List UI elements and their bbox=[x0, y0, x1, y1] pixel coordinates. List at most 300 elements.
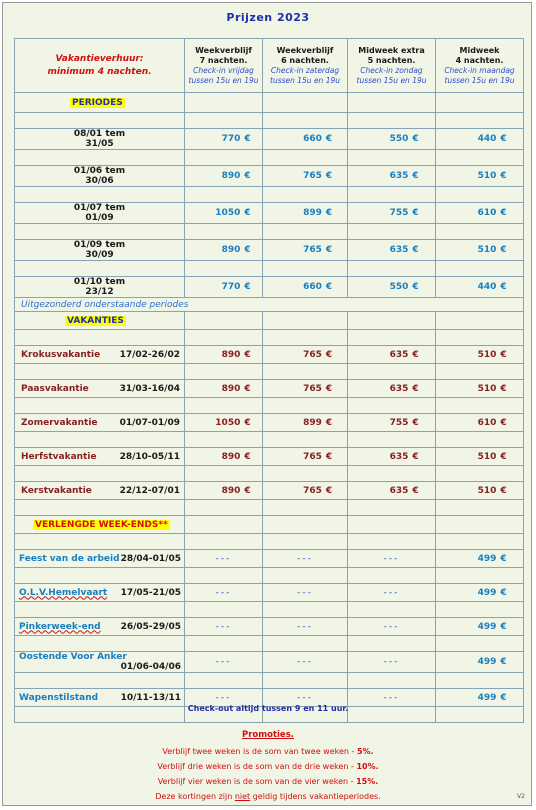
table-row bbox=[15, 277, 524, 298]
currency-symbol: € bbox=[500, 587, 507, 598]
table-cell bbox=[436, 261, 524, 277]
currency-symbol: € bbox=[244, 171, 251, 181]
price-value: 890 bbox=[221, 485, 241, 496]
table-cell bbox=[15, 602, 185, 618]
not-available-dash: --- bbox=[297, 657, 313, 667]
table-cell bbox=[263, 261, 348, 277]
table-cell bbox=[263, 568, 348, 584]
price-value: 510 bbox=[477, 171, 497, 181]
table-cell bbox=[348, 346, 436, 364]
table-row bbox=[15, 448, 524, 466]
column-title: Weekverblijf bbox=[195, 45, 252, 55]
table-row bbox=[15, 550, 524, 568]
table-cell bbox=[348, 150, 436, 166]
table-cell bbox=[436, 618, 524, 636]
table-cell bbox=[348, 93, 436, 113]
currency-symbol: € bbox=[412, 245, 419, 255]
table-cell bbox=[348, 414, 436, 432]
table-cell bbox=[348, 534, 436, 550]
table-cell bbox=[185, 466, 263, 482]
currency-symbol: € bbox=[325, 245, 333, 255]
table-row bbox=[15, 150, 524, 166]
period-sep: tem bbox=[105, 129, 126, 139]
price-value: 440 bbox=[477, 282, 497, 292]
table-cell bbox=[15, 224, 185, 240]
currency-symbol: € bbox=[244, 208, 251, 218]
table-cell bbox=[436, 466, 524, 482]
currency-symbol: € bbox=[500, 245, 507, 255]
period-from: 01/06 bbox=[73, 166, 103, 176]
table-cell bbox=[436, 129, 524, 150]
table-cell bbox=[436, 550, 524, 568]
period-to: 23/12 bbox=[85, 287, 114, 297]
table-cell bbox=[185, 39, 263, 93]
not-available-dash: --- bbox=[383, 657, 400, 667]
currency-symbol: € bbox=[500, 383, 507, 394]
table-cell bbox=[263, 414, 348, 432]
period-sep: tem bbox=[105, 277, 126, 287]
weekend-dates: 28/04-01/05 bbox=[120, 553, 181, 564]
table-cell bbox=[15, 568, 185, 584]
weekend-name: Oostende Voor Anker bbox=[19, 652, 127, 662]
table-cell bbox=[185, 187, 263, 203]
table-cell bbox=[263, 398, 348, 414]
holiday-name: Zomervakantie bbox=[21, 417, 98, 428]
column-checkin: Check-in zaterdag bbox=[270, 65, 340, 75]
currency-symbol: € bbox=[500, 349, 507, 360]
table-cell bbox=[263, 500, 348, 516]
not-available-dash: --- bbox=[215, 657, 232, 667]
table-cell bbox=[263, 203, 348, 224]
table-cell bbox=[436, 602, 524, 618]
currency-symbol: € bbox=[500, 208, 507, 218]
table-cell bbox=[185, 346, 263, 364]
table-cell bbox=[185, 432, 263, 448]
column-checkin-hours: tussen 15u en 19u bbox=[356, 75, 427, 85]
price-sheet bbox=[2, 2, 532, 806]
table-cell bbox=[15, 129, 185, 150]
not-available-dash: --- bbox=[215, 621, 232, 632]
price-value: 610 bbox=[477, 417, 497, 428]
currency-symbol: € bbox=[412, 134, 419, 144]
table-cell bbox=[436, 93, 524, 113]
table-cell bbox=[15, 466, 185, 482]
table-cell bbox=[263, 240, 348, 261]
table-cell bbox=[348, 364, 436, 380]
table-cell bbox=[263, 224, 348, 240]
price-value: 499 bbox=[477, 553, 497, 564]
promotions-title: Promoties. bbox=[242, 730, 294, 740]
table-cell bbox=[263, 602, 348, 618]
price-value: 499 bbox=[477, 587, 497, 598]
period-dates bbox=[60, 166, 140, 186]
currency-symbol: € bbox=[412, 451, 419, 462]
period-from: 01/07 bbox=[73, 203, 103, 213]
price-value: 510 bbox=[477, 451, 497, 462]
table-cell bbox=[348, 240, 436, 261]
price-value: 765 bbox=[303, 349, 322, 360]
price-value: 635 bbox=[389, 349, 409, 360]
table-row bbox=[15, 652, 524, 673]
table-cell bbox=[185, 652, 263, 673]
currency-symbol: € bbox=[325, 134, 333, 144]
currency-symbol: € bbox=[412, 349, 419, 360]
not-available-dash: --- bbox=[297, 692, 313, 703]
not-available-dash: --- bbox=[383, 692, 400, 703]
table-cell bbox=[348, 277, 436, 298]
table-row bbox=[15, 516, 524, 534]
period-from: 08/01 bbox=[73, 129, 103, 139]
table-cell bbox=[436, 312, 524, 330]
table-cell bbox=[263, 448, 348, 466]
table-row bbox=[15, 312, 524, 330]
period-dates bbox=[60, 203, 140, 223]
currency-symbol: € bbox=[325, 171, 333, 181]
periods-note: Uitgezonderd onderstaande periodes bbox=[21, 299, 189, 310]
price-value: 1050 bbox=[215, 208, 241, 218]
table-cell bbox=[436, 187, 524, 203]
table-cell bbox=[263, 166, 348, 187]
table-cell bbox=[436, 584, 524, 602]
table-row bbox=[15, 414, 524, 432]
column-nights: 4 nachten. bbox=[455, 55, 504, 65]
table-cell bbox=[185, 516, 263, 534]
promo-note: Deze kortingen zijn niet geldig tijdens vakantieperiodes. bbox=[155, 792, 381, 801]
table-cell bbox=[436, 516, 524, 534]
table-row bbox=[15, 166, 524, 187]
weekend-name: Feest van de arbeid bbox=[19, 553, 120, 564]
table-cell bbox=[348, 652, 436, 673]
table-cell bbox=[263, 618, 348, 636]
weekend-name: Wapenstilstand bbox=[19, 692, 99, 703]
table-cell bbox=[15, 618, 185, 636]
price-value: 890 bbox=[221, 171, 241, 181]
table-cell bbox=[263, 652, 348, 673]
table-cell bbox=[263, 673, 348, 689]
table-cell bbox=[15, 312, 185, 330]
table-cell bbox=[263, 516, 348, 534]
table-cell bbox=[15, 346, 185, 364]
table-row bbox=[15, 93, 524, 113]
table-cell bbox=[185, 312, 263, 330]
currency-symbol: € bbox=[500, 553, 507, 564]
price-value: 890 bbox=[221, 451, 241, 462]
currency-symbol: € bbox=[244, 134, 251, 144]
table-cell bbox=[263, 93, 348, 113]
period-to: 31/05 bbox=[85, 139, 114, 149]
table-cell bbox=[263, 432, 348, 448]
price-value: 765 bbox=[303, 451, 322, 462]
table-row bbox=[15, 224, 524, 240]
period-to: 01/09 bbox=[85, 213, 114, 223]
price-value: 550 bbox=[389, 282, 409, 292]
section-heading: VAKANTIES bbox=[67, 315, 124, 326]
table-row bbox=[15, 380, 524, 398]
table-cell bbox=[348, 568, 436, 584]
promo-line: Verblijf twee weken is de som van twee weken - 5%. bbox=[162, 747, 374, 756]
table-cell bbox=[348, 516, 436, 534]
table-cell bbox=[348, 584, 436, 602]
holiday-dates: 31/03-16/04 bbox=[119, 383, 180, 394]
price-value: 770 bbox=[221, 134, 241, 144]
table-cell bbox=[348, 550, 436, 568]
price-value: 899 bbox=[303, 417, 322, 428]
table-cell bbox=[263, 364, 348, 380]
currency-symbol: € bbox=[244, 383, 251, 394]
table-cell bbox=[15, 398, 185, 414]
table-cell bbox=[436, 364, 524, 380]
table-row bbox=[15, 203, 524, 224]
price-value: 765 bbox=[303, 485, 322, 496]
price-value: 550 bbox=[389, 134, 409, 144]
table-cell bbox=[263, 636, 348, 652]
table-row bbox=[15, 568, 524, 584]
table-cell bbox=[436, 113, 524, 129]
table-cell bbox=[348, 398, 436, 414]
price-value: 660 bbox=[303, 282, 322, 292]
column-title: Midweek bbox=[459, 45, 500, 55]
table-cell bbox=[185, 568, 263, 584]
table-cell bbox=[263, 584, 348, 602]
table-cell bbox=[185, 203, 263, 224]
not-available-dash: --- bbox=[297, 587, 313, 598]
column-nights: 5 nachten. bbox=[367, 55, 416, 65]
weekend-dates: 17/05-21/05 bbox=[120, 587, 181, 598]
not-available-dash: --- bbox=[215, 692, 232, 703]
currency-symbol: € bbox=[325, 451, 333, 462]
currency-symbol: € bbox=[244, 451, 251, 462]
period-dates bbox=[60, 129, 140, 149]
period-sep: tem bbox=[105, 240, 126, 250]
table-cell bbox=[436, 652, 524, 673]
holiday-name: Kerstvakantie bbox=[21, 485, 92, 496]
table-cell bbox=[348, 673, 436, 689]
column-nights: 6 nachten. bbox=[281, 55, 329, 65]
table-cell bbox=[348, 113, 436, 129]
table-row bbox=[15, 113, 524, 129]
table-row bbox=[15, 298, 524, 312]
price-value: 499 bbox=[477, 621, 497, 632]
table-cell bbox=[263, 534, 348, 550]
table-cell bbox=[185, 448, 263, 466]
table-cell bbox=[185, 380, 263, 398]
column-checkin-hours: tussen 15u en 19u bbox=[270, 75, 340, 85]
table-row bbox=[15, 636, 524, 652]
table-cell bbox=[15, 113, 185, 129]
table-row bbox=[15, 466, 524, 482]
table-cell bbox=[348, 500, 436, 516]
table-cell bbox=[185, 534, 263, 550]
table-cell bbox=[348, 432, 436, 448]
price-table bbox=[14, 38, 524, 723]
price-value: 499 bbox=[477, 692, 497, 703]
table-cell bbox=[15, 187, 185, 203]
currency-symbol: € bbox=[412, 383, 419, 394]
table-cell bbox=[15, 364, 185, 380]
currency-symbol: € bbox=[412, 485, 419, 496]
table-cell bbox=[263, 187, 348, 203]
table-cell bbox=[185, 224, 263, 240]
rental-minimum: minimum 4 nachten. bbox=[47, 66, 152, 77]
price-value: 510 bbox=[477, 383, 497, 394]
currency-symbol: € bbox=[244, 485, 251, 496]
table-cell bbox=[15, 240, 185, 261]
period-dates bbox=[60, 240, 140, 260]
price-table-body bbox=[15, 39, 524, 723]
table-cell bbox=[263, 312, 348, 330]
period-from: 01/09 bbox=[73, 240, 103, 250]
table-cell bbox=[263, 39, 348, 93]
not-available-dash: --- bbox=[297, 621, 313, 632]
table-cell bbox=[185, 261, 263, 277]
table-row bbox=[15, 584, 524, 602]
table-cell bbox=[15, 166, 185, 187]
table-row bbox=[15, 39, 524, 93]
table-cell bbox=[436, 203, 524, 224]
table-cell bbox=[348, 261, 436, 277]
table-cell bbox=[436, 39, 524, 93]
weekend-dates: 01/06-04/06 bbox=[120, 662, 181, 672]
currency-symbol: € bbox=[244, 282, 251, 292]
table-cell bbox=[348, 166, 436, 187]
table-cell bbox=[15, 277, 185, 298]
price-value: 765 bbox=[303, 171, 322, 181]
table-cell bbox=[15, 652, 185, 673]
not-available-dash: --- bbox=[383, 553, 400, 564]
currency-symbol: € bbox=[325, 282, 333, 292]
table-row bbox=[15, 330, 524, 346]
table-cell bbox=[15, 261, 185, 277]
table-cell bbox=[185, 550, 263, 568]
column-nights: 7 nachten. bbox=[199, 55, 248, 65]
table-cell bbox=[263, 277, 348, 298]
column-title: Midweek extra bbox=[358, 45, 425, 55]
table-cell bbox=[15, 298, 524, 312]
table-cell bbox=[348, 312, 436, 330]
table-cell bbox=[185, 602, 263, 618]
currency-symbol: € bbox=[244, 349, 251, 360]
table-cell bbox=[436, 380, 524, 398]
holiday-dates: 22/12-07/01 bbox=[119, 485, 180, 496]
currency-symbol: € bbox=[412, 417, 419, 428]
table-cell bbox=[348, 330, 436, 346]
table-cell bbox=[185, 129, 263, 150]
weekend-name: Pinkerweek-end bbox=[19, 621, 101, 632]
table-cell bbox=[436, 534, 524, 550]
table-cell bbox=[15, 482, 185, 500]
table-row bbox=[15, 500, 524, 516]
table-cell bbox=[185, 618, 263, 636]
currency-symbol: € bbox=[412, 282, 419, 292]
period-dates bbox=[60, 277, 140, 297]
table-row bbox=[15, 240, 524, 261]
price-value: 890 bbox=[221, 349, 241, 360]
table-cell bbox=[185, 500, 263, 516]
currency-symbol: € bbox=[500, 485, 507, 496]
weekend-dates: 26/05-29/05 bbox=[120, 621, 181, 632]
price-value: 890 bbox=[221, 245, 241, 255]
table-cell bbox=[436, 398, 524, 414]
table-cell bbox=[263, 129, 348, 150]
table-cell bbox=[185, 364, 263, 380]
table-cell bbox=[348, 39, 436, 93]
table-cell bbox=[15, 203, 185, 224]
currency-symbol: € bbox=[500, 451, 507, 462]
table-cell bbox=[185, 398, 263, 414]
table-cell bbox=[15, 500, 185, 516]
table-row bbox=[15, 673, 524, 689]
currency-symbol: € bbox=[500, 282, 507, 292]
table-cell bbox=[348, 602, 436, 618]
not-available-dash: --- bbox=[215, 553, 232, 564]
price-value: 1050 bbox=[215, 417, 241, 428]
period-from: 01/10 bbox=[73, 277, 103, 287]
table-cell bbox=[15, 534, 185, 550]
table-cell bbox=[348, 187, 436, 203]
table-cell bbox=[185, 330, 263, 346]
table-cell bbox=[263, 346, 348, 364]
price-value: 890 bbox=[221, 383, 241, 394]
table-cell bbox=[15, 380, 185, 398]
table-cell bbox=[436, 346, 524, 364]
table-cell bbox=[185, 584, 263, 602]
not-available-dash: --- bbox=[383, 621, 400, 632]
price-value: 755 bbox=[389, 417, 409, 428]
not-available-dash: --- bbox=[215, 587, 232, 598]
table-cell bbox=[15, 432, 185, 448]
currency-symbol: € bbox=[412, 208, 419, 218]
table-row bbox=[15, 364, 524, 380]
currency-symbol: € bbox=[244, 245, 251, 255]
holiday-dates: 17/02-26/02 bbox=[119, 349, 180, 360]
checkout-note: Check-out altijd tussen 9 en 11 uur. bbox=[187, 704, 349, 713]
price-value: 770 bbox=[221, 282, 241, 292]
column-checkin: Check-in maandag bbox=[444, 65, 515, 75]
table-row bbox=[15, 261, 524, 277]
table-cell bbox=[348, 380, 436, 398]
table-cell bbox=[15, 414, 185, 432]
table-cell bbox=[436, 150, 524, 166]
page-title: Prijzen 2023 bbox=[226, 11, 310, 24]
table-cell bbox=[348, 448, 436, 466]
table-cell bbox=[15, 673, 185, 689]
promo-line: Verblijf drie weken is de som van de drie weken - 10%. bbox=[157, 762, 379, 771]
section-heading: PERIODES bbox=[72, 97, 123, 108]
table-cell bbox=[185, 414, 263, 432]
price-value: 899 bbox=[303, 208, 322, 218]
table-cell bbox=[263, 330, 348, 346]
rental-title: Vakantieverhuur: bbox=[55, 53, 144, 64]
price-value: 660 bbox=[303, 134, 322, 144]
table-row bbox=[15, 398, 524, 414]
currency-symbol: € bbox=[325, 417, 333, 428]
table-cell bbox=[348, 482, 436, 500]
column-checkin: Check-in zondag bbox=[360, 65, 423, 75]
column-checkin-hours: tussen 15u en 19u bbox=[188, 75, 259, 85]
table-cell bbox=[15, 516, 185, 534]
currency-symbol: € bbox=[325, 349, 333, 360]
price-value: 610 bbox=[477, 208, 497, 218]
version-label: V2 bbox=[517, 793, 525, 800]
table-cell bbox=[263, 113, 348, 129]
table-cell bbox=[348, 224, 436, 240]
table-cell bbox=[185, 93, 263, 113]
price-value: 635 bbox=[389, 485, 409, 496]
currency-symbol: € bbox=[500, 171, 507, 181]
table-cell bbox=[436, 482, 524, 500]
table-cell bbox=[436, 673, 524, 689]
table-cell bbox=[263, 466, 348, 482]
